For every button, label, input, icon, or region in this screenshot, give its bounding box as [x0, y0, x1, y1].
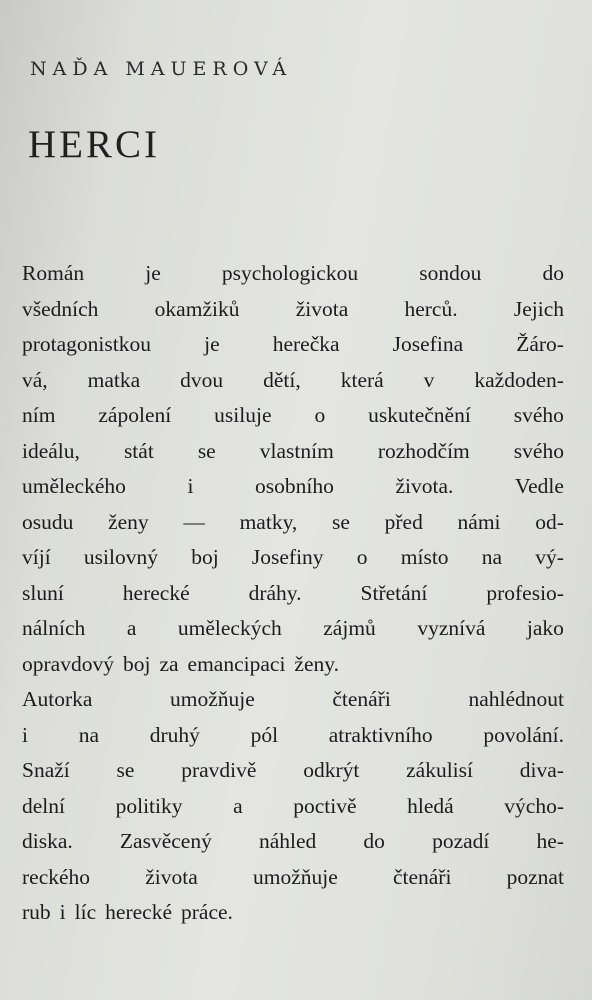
blurb-word: herecké	[105, 900, 172, 924]
blurb-word: vyznívá	[417, 616, 486, 640]
blurb-word: povolání.	[483, 722, 564, 747]
blurb-word: jako	[526, 616, 564, 640]
blurb-word: sluní	[22, 580, 64, 605]
blurb-word: života	[145, 864, 198, 889]
blurb-word: odkrýt	[303, 758, 360, 782]
book-title: HERCI	[28, 123, 160, 166]
blurb-word: náhled	[258, 829, 317, 853]
blurb-line	[22, 576, 564, 612]
blurb-word: matka	[87, 367, 141, 392]
blurb-word: umožňuje	[252, 864, 338, 889]
blurb-word: na	[481, 545, 503, 569]
blurb-word: opravdový	[22, 651, 114, 676]
blurb-word: se	[332, 509, 350, 534]
blurb-word: života.	[395, 474, 454, 498]
blurb-word: uměleckého	[22, 474, 126, 498]
blurb-line	[22, 540, 564, 576]
blurb-line	[22, 753, 564, 789]
blurb-word: ním	[22, 403, 56, 427]
blurb-word: boj	[191, 545, 219, 569]
blurb-word: usiluje	[214, 403, 272, 427]
blurb-word: i	[22, 722, 28, 747]
blurb-line	[22, 363, 564, 399]
blurb-word: je	[145, 261, 161, 285]
blurb-word: uměleckých	[177, 616, 282, 640]
blurb-word: rub	[22, 900, 51, 924]
blurb-word: líc	[74, 900, 97, 924]
blurb-word: se	[197, 438, 216, 463]
blurb-word: okamžiků	[154, 296, 240, 321]
blurb-word: svého	[513, 438, 564, 463]
blurb-word: Snaží	[22, 758, 70, 782]
blurb-word: —	[183, 509, 205, 534]
blurb-word: pól	[250, 722, 279, 747]
blurb-word: osobního	[255, 474, 334, 498]
blurb-line	[22, 611, 564, 647]
blurb-word: hledá	[407, 793, 454, 818]
blurb-word: zájmů	[323, 616, 376, 640]
blurb-word: herečka	[272, 332, 340, 356]
blurb-word: v	[423, 367, 435, 392]
blurb-word: stát	[123, 438, 154, 463]
blurb-word: Zasvěcený	[119, 829, 212, 853]
blurb-word: za	[159, 651, 179, 676]
blurb-line	[22, 718, 564, 754]
blurb-word: Autorka	[22, 687, 93, 711]
blurb-line	[22, 647, 564, 683]
blurb-word: výcho-	[504, 793, 564, 818]
blurb-word: práce.	[181, 900, 233, 924]
blurb-word: ideálu,	[22, 438, 80, 463]
blurb-word: pravdivě	[181, 758, 257, 782]
blurb-word: diva-	[519, 758, 564, 782]
blurb-word: před	[384, 509, 423, 534]
blurb-word: atraktivního	[328, 722, 433, 747]
blurb-word: pozadí	[432, 829, 490, 853]
blurb-word: he-	[536, 829, 564, 853]
blurb-line	[22, 505, 564, 541]
blurb-word: vá,	[22, 367, 48, 392]
blurb-word: herců.	[404, 296, 458, 321]
blurb-word: od-	[535, 509, 564, 534]
blurb-word: nahlédnout	[468, 687, 564, 711]
blurb-word: uskutečnění	[368, 403, 471, 427]
blurb-word: a	[233, 793, 243, 818]
blurb-word: místo	[400, 545, 449, 569]
blurb-word: námi	[457, 509, 501, 534]
blurb-word: čtenáři	[332, 687, 391, 711]
blurb-word: usilovný	[83, 545, 158, 569]
blurb-word: vý-	[535, 545, 564, 569]
blurb-word: dětí,	[263, 367, 301, 392]
blurb-word: která	[340, 367, 384, 392]
blurb-word: sondou	[419, 261, 482, 285]
blurb-word: svého	[513, 403, 564, 427]
blurb-word: poznat	[506, 864, 564, 889]
blurb-word: je	[204, 332, 220, 356]
blurb-word: Josefina	[392, 332, 464, 356]
blurb-word: se	[116, 758, 135, 782]
blurb-word: rozhodčím	[377, 438, 470, 463]
blurb-line	[22, 682, 564, 718]
blurb-word: ženy	[108, 509, 149, 534]
blurb-word: Střetání	[360, 580, 428, 605]
blurb-word: zápolení	[98, 403, 172, 427]
blurb-word: nálních	[22, 616, 86, 640]
blurb-word: každoden-	[474, 367, 564, 392]
blurb-word: herecké	[122, 580, 190, 605]
blurb-word: psychologickou	[221, 261, 359, 285]
blurb-word: vlastním	[259, 438, 334, 463]
blurb-word: ženy.	[294, 651, 339, 676]
blurb-word: profesio-	[486, 580, 564, 605]
blurb-word: do	[363, 829, 385, 853]
blurb-word: na	[78, 722, 99, 747]
blurb-line	[22, 256, 564, 292]
blurb-word: Žáro-	[516, 332, 564, 356]
blurb-word: dráhy.	[248, 580, 302, 605]
blurb-word: života	[295, 296, 349, 321]
blurb-word: a	[126, 616, 137, 640]
blurb-line	[22, 895, 564, 931]
blurb-word: diska.	[22, 829, 73, 853]
blurb-line	[22, 824, 564, 860]
blurb-word: poctivě	[293, 793, 357, 818]
blurb-text	[22, 256, 564, 931]
blurb-word: druhý	[149, 722, 200, 747]
blurb-word: umožňuje	[170, 687, 255, 711]
blurb-word: všedních	[22, 296, 99, 321]
blurb-line	[22, 292, 564, 328]
blurb-line	[22, 789, 564, 825]
blurb-word: do	[542, 261, 564, 285]
blurb-word: dvou	[180, 367, 224, 392]
blurb-line	[22, 469, 564, 505]
blurb-word: Josefiny	[251, 545, 324, 569]
blurb-word: Román	[22, 261, 85, 285]
blurb-line	[22, 434, 564, 470]
blurb-word: i	[59, 900, 66, 924]
blurb-word: delní	[22, 793, 65, 818]
blurb-word: protagonistkou	[22, 332, 151, 356]
blurb-line	[22, 860, 564, 896]
blurb-word: i	[187, 474, 194, 498]
blurb-word: o	[356, 545, 368, 569]
blurb-word: čtenáři	[392, 864, 452, 889]
blurb-word: víjí	[22, 545, 51, 569]
author-name: NAĎA MAUEROVÁ	[30, 58, 293, 80]
blurb-word: emancipaci	[187, 651, 286, 676]
blurb-word: zákulisí	[406, 758, 473, 782]
blurb-word: boj	[122, 651, 151, 676]
blurb-word: matky,	[239, 509, 298, 534]
blurb-word: Vedle	[515, 474, 564, 498]
blurb-word: osudu	[22, 509, 74, 534]
blurb-word: politiky	[115, 793, 183, 818]
blurb-word: o	[314, 403, 326, 427]
blurb-word: Jejich	[513, 296, 564, 321]
blurb-word: reckého	[22, 864, 91, 889]
blurb-line	[22, 398, 564, 434]
blurb-line	[22, 327, 564, 363]
